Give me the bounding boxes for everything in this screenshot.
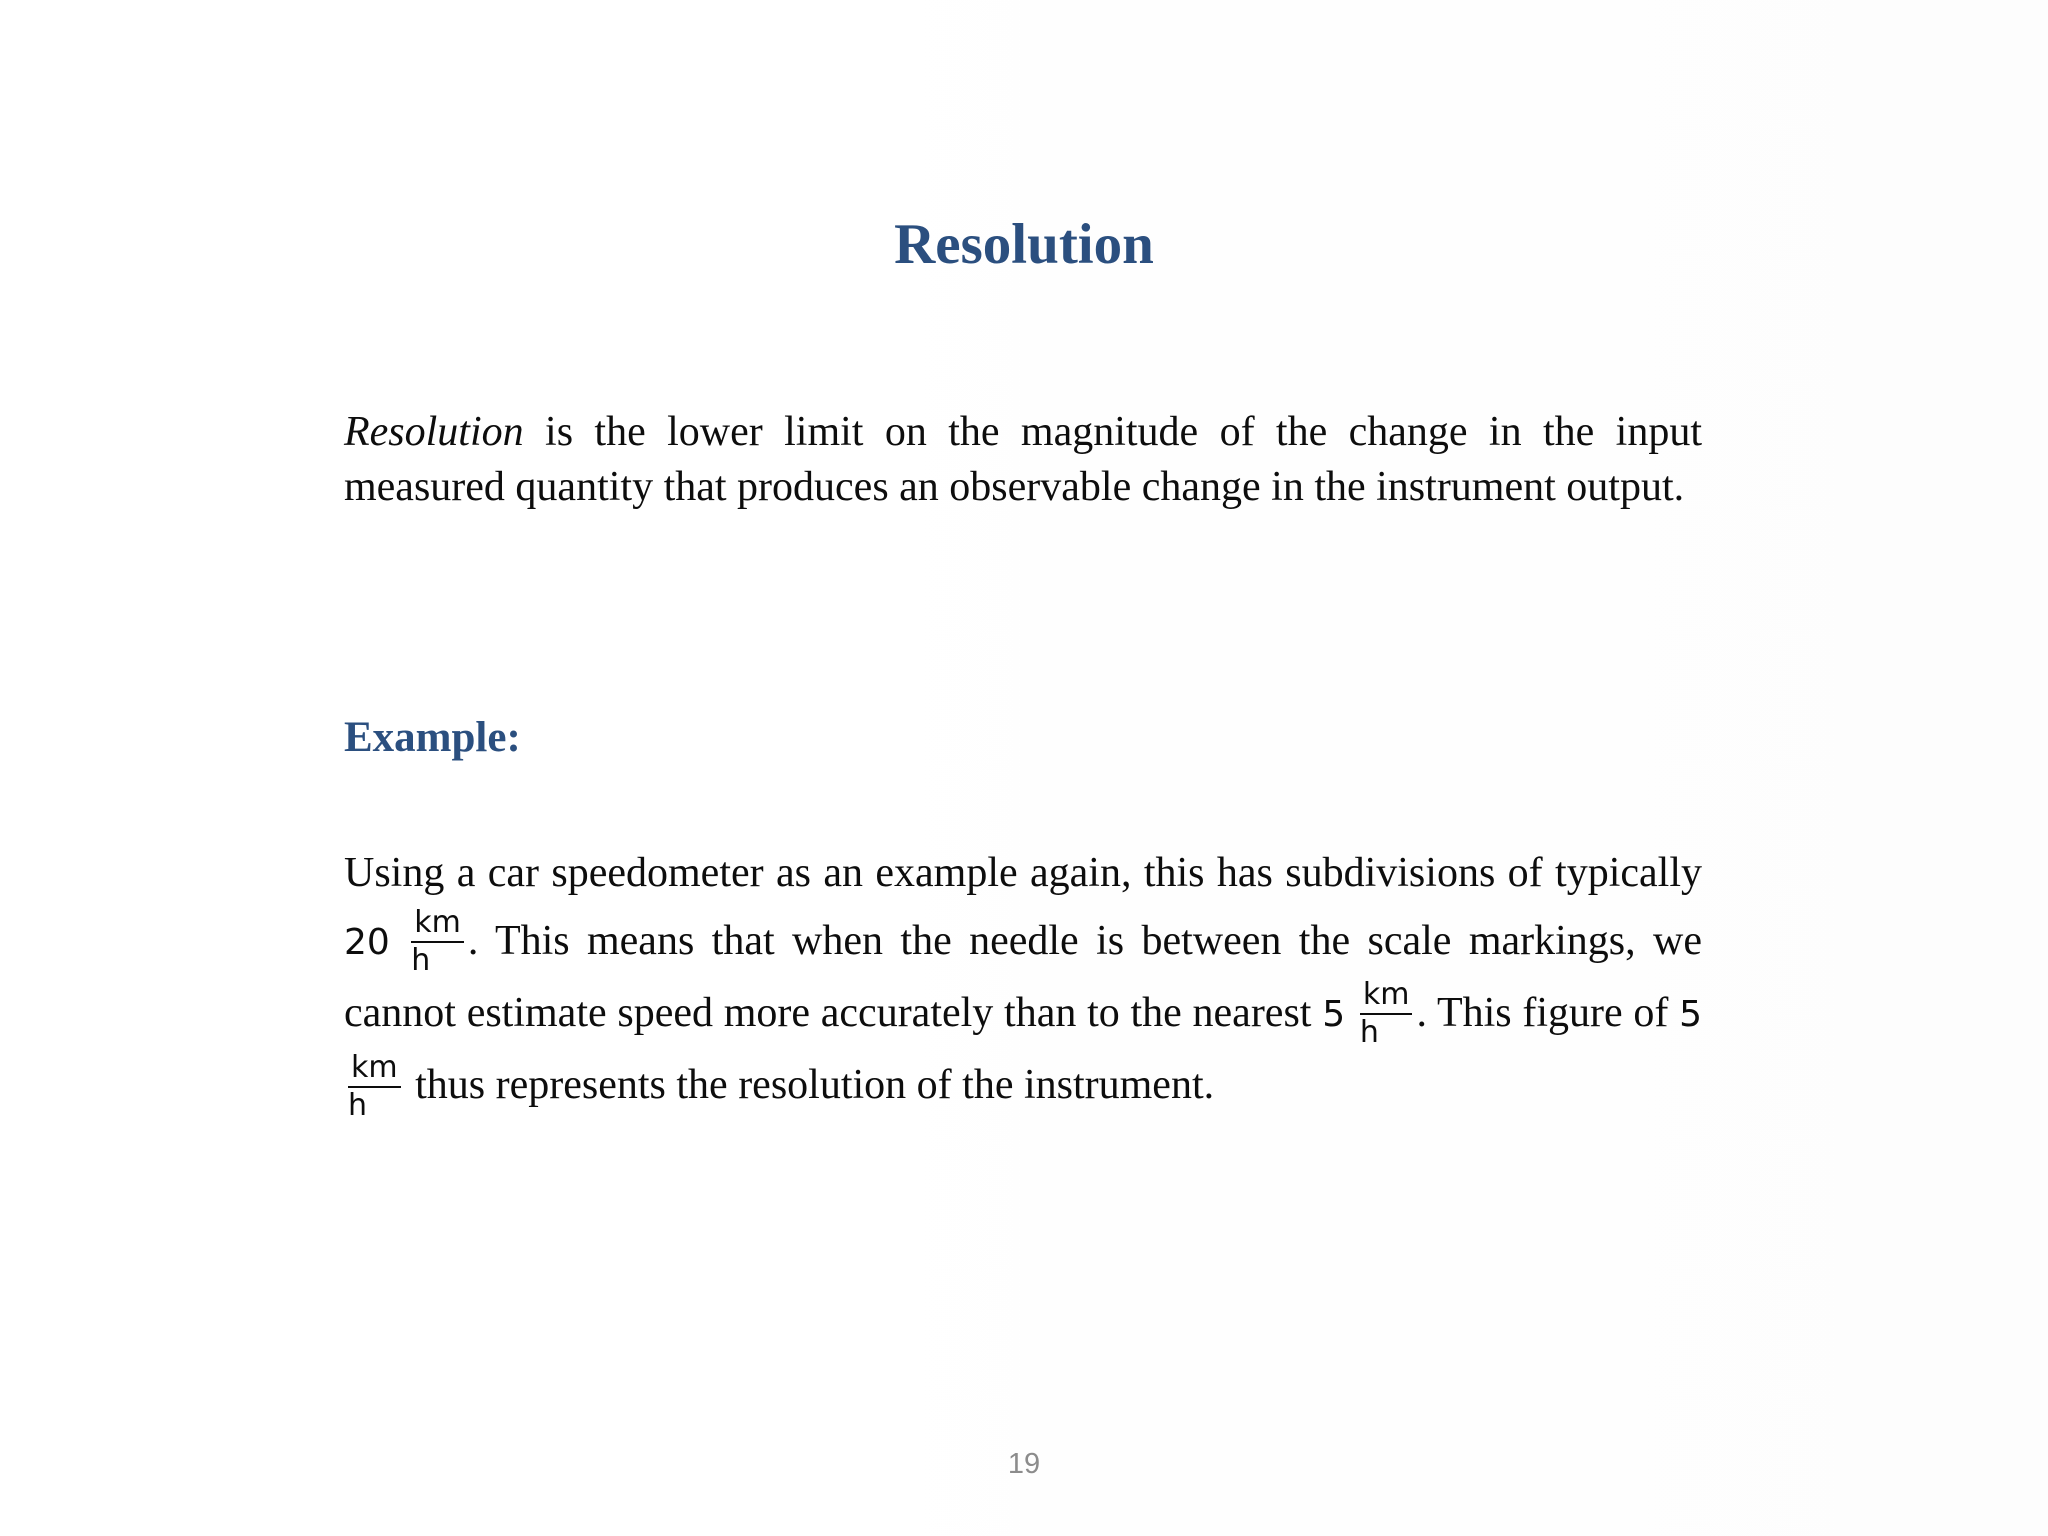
example-heading: Example: [344, 714, 521, 761]
example-text-part2: . This means that when the needle is between the scale markings, we cannot estimate speed more accurately than to the nearest [344, 917, 1702, 1036]
unit-numerator: km [411, 906, 464, 943]
example-value-5: 5 [1322, 993, 1346, 1035]
unit-fraction-kmh [348, 1051, 401, 1123]
unit-numerator: km [1360, 978, 1413, 1015]
unit-denominator: h [348, 1087, 368, 1123]
example-paragraph [344, 840, 1702, 1125]
example-value-20: 20 [344, 921, 390, 963]
example-text-part3: . This figure of [1416, 989, 1680, 1036]
unit-denominator: h [1359, 1015, 1379, 1051]
unit-numerator: km [348, 1051, 401, 1088]
definition-term: Resolution [344, 409, 524, 455]
page-number: 19 [1007, 1448, 1041, 1480]
definition-text: is the lower limit on the magnitude of the change in the input measured quantity that produces an observable change in the instrument output. [344, 409, 1702, 510]
slide-title: Resolution [894, 213, 1154, 276]
example-text-part4: thus represents the resolution of the instrument. [404, 1062, 1215, 1109]
unit-denominator: h [411, 942, 431, 978]
unit-fraction-kmh [1360, 978, 1413, 1050]
example-text-part1: Using a car speedometer as an example again, this has subdivisions of typically [344, 850, 1702, 896]
unit-fraction-kmh [411, 906, 464, 978]
example-value-5: 5 [1679, 993, 1703, 1035]
definition-paragraph [344, 405, 1702, 515]
